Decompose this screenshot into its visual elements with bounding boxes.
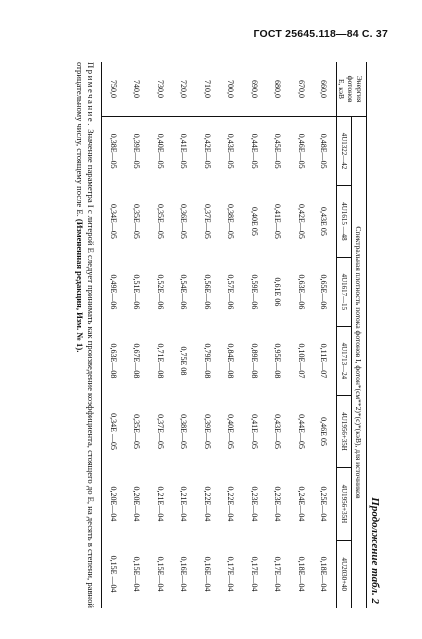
flux-value-cell: 0,39E—05 [132,133,142,169]
flux-value-cell: 0,34E —05 [109,413,118,451]
energy-cell: 740,0 [125,62,149,117]
flux-value-cell: 0,67E—08 [132,343,142,379]
table-row [313,62,337,608]
source-header: 4U1956+35H [337,468,352,540]
flux-value-cell: 0,84E—08 [226,343,236,379]
table-body [102,62,337,608]
energy-column-header [337,62,367,117]
flux-value-cell: 0,10E—07 [296,343,306,379]
flux-value-cell: 0,11E—07 [319,343,328,379]
flux-value-cell: 0,16E—04 [179,556,189,592]
table-row [196,62,220,608]
flux-value-cell: 0,51E—06 [132,274,142,310]
flux-value-cell: 0,43E—05 [226,133,236,169]
table-note [74,62,96,608]
flux-value-cell: 0,41E—05 [249,414,259,450]
flux-value-cell: 0,40E—05 [226,414,236,450]
spectral-density-header: Спектральная плотность потока фотонов I, фотон*(см**2)*(с)*(кэВ), для источников [352,117,367,609]
flux-value-cell: 0,65E—06 [319,274,328,310]
energy-cell: 730,0 [149,62,173,117]
flux-value-cell: 0,21E—04 [179,486,189,522]
rotated-page-content [23,62,383,608]
flux-value-cell: 0,42E—05 [296,204,306,239]
flux-value-cell: 0,17E—04 [273,556,283,592]
flux-value-cell: 0,61E 06 [273,277,283,307]
flux-value-cell: 0,20E—04 [132,486,142,522]
source-header: 4U2030+40 [337,540,352,608]
flux-value-cell: 0,57E—06 [226,274,236,310]
flux-value-cell: 0,79E—08 [202,343,212,379]
energy-cell: 700,0 [219,62,243,117]
flux-value-cell: 0,38E—05 [109,133,118,169]
table-row [125,62,149,608]
flux-value-cell: 0,18E—04 [319,556,328,592]
source-header: 4U1956+35H [337,395,352,467]
flux-value-cell: 0,37E—05 [202,204,212,239]
source-header: 4U1713—24 [337,326,352,395]
source-header: 4U1617—15 [337,257,352,326]
flux-table [101,62,367,608]
flux-value-cell: 0,16E—04 [202,556,212,592]
flux-value-cell: 0,23E—04 [273,486,283,522]
flux-value-cell: 0,52E—06 [155,274,165,310]
flux-value-cell: 0,63E—08 [109,343,118,379]
flux-value-cell: 0,44E—05 [296,414,306,450]
energy-cell: 680,0 [266,62,290,117]
flux-value-cell: 0,35E—05 [132,204,142,239]
flux-value-cell: 0,24E—04 [296,486,306,522]
table-row [149,62,173,608]
flux-value-cell: 0,59E—06 [249,274,259,310]
energy-cell: 720,0 [172,62,196,117]
source-header: 4U1615 —48 [337,186,352,258]
energy-cell: 710,0 [196,62,220,117]
flux-value-cell: 0,34E—05 [109,204,118,239]
table-row [219,62,243,608]
flux-value-cell: 0,38E—05 [226,204,236,239]
table-row [172,62,196,608]
flux-value-cell: 0,15E—04 [132,556,142,592]
energy-cell: 750,0 [102,62,126,117]
flux-value-cell: 0,40E 05 [249,207,259,236]
note-label: Примечание. [86,62,96,128]
flux-value-cell: 0,89E—08 [249,343,259,379]
flux-value-cell: 0,25E—04 [319,486,328,522]
energy-cell: 670,0 [290,62,314,117]
flux-value-cell: 0,75E 08 [179,346,189,376]
table-row [266,62,290,608]
flux-value-cell: 0,17E—04 [249,556,259,592]
energy-header-line: фотонов [346,75,355,103]
flux-value-cell: 0,45E—05 [273,133,283,169]
flux-value-cell: 0,46E—05 [296,133,306,169]
flux-value-cell: 0,56E—06 [202,274,212,310]
flux-value-cell: 0,23E—04 [249,486,259,522]
energy-header-line: E, кэВ [337,78,346,100]
flux-value-cell: 0,43E—05 [273,414,283,450]
flux-value-cell: 0,22E—04 [226,486,236,522]
flux-value-cell: 0,18E—04 [296,556,306,592]
table-row [243,62,267,608]
flux-value-cell: 0,15E—04 [155,556,165,592]
energy-header-line: Энергия [355,75,364,103]
flux-value-cell: 0,15E —04 [109,555,118,593]
table-continuation-title: Продолжение табл. 2 [369,497,381,604]
flux-value-cell: 0,43E 05 [319,207,328,236]
flux-value-cell: 0,21E—04 [155,486,165,522]
flux-value-cell: 0,63E—06 [296,274,306,310]
flux-value-cell: 0,48E—05 [319,133,328,169]
flux-value-cell: 0,54E—06 [179,274,189,310]
note-text: Значение параметра I с литерой E следует принимать как произведение коэффициента, стоящего до E, на десять в степени, равной отрицательному числу, стоящему после E. [75,62,96,608]
table-row [290,62,314,608]
table-row [102,62,126,608]
flux-value-cell: 0,35E—05 [155,204,165,239]
flux-value-cell: 0,37E—05 [155,414,165,450]
flux-value-cell: 0,40E—05 [155,133,165,169]
flux-value-cell: 0,39E—05 [202,414,212,450]
energy-cell: 660,0 [313,62,337,117]
flux-value-cell: 0,38E—05 [179,414,189,450]
energy-cell: 690,0 [243,62,267,117]
source-header: 4U1322—42 [340,132,348,170]
flux-value-cell: 0,41E—05 [179,133,189,169]
flux-value-cell: 0,95E—08 [273,343,283,379]
flux-value-cell: 0,46E 05 [319,417,328,447]
flux-value-cell: 0,20E—04 [109,486,118,522]
flux-value-cell: 0,44E—05 [249,133,259,169]
flux-value-cell: 0,49E—06 [109,274,118,310]
page-header: ГОСТ 25645.118—84 С. 37 [253,28,388,40]
source-header-row [337,62,352,608]
flux-value-cell: 0,35E—05 [132,414,142,450]
flux-value-cell: 0,71E—08 [155,343,165,379]
amendment-note: (Измененная редакция, Изм. № 1). [75,218,85,353]
flux-value-cell: 0,22E—04 [202,486,212,522]
flux-value-cell: 0,36E—05 [179,204,189,239]
flux-value-cell: 0,17E—04 [226,556,236,592]
flux-value-cell: 0,42E—05 [202,133,212,169]
flux-value-cell: 0,41E—05 [273,204,283,239]
